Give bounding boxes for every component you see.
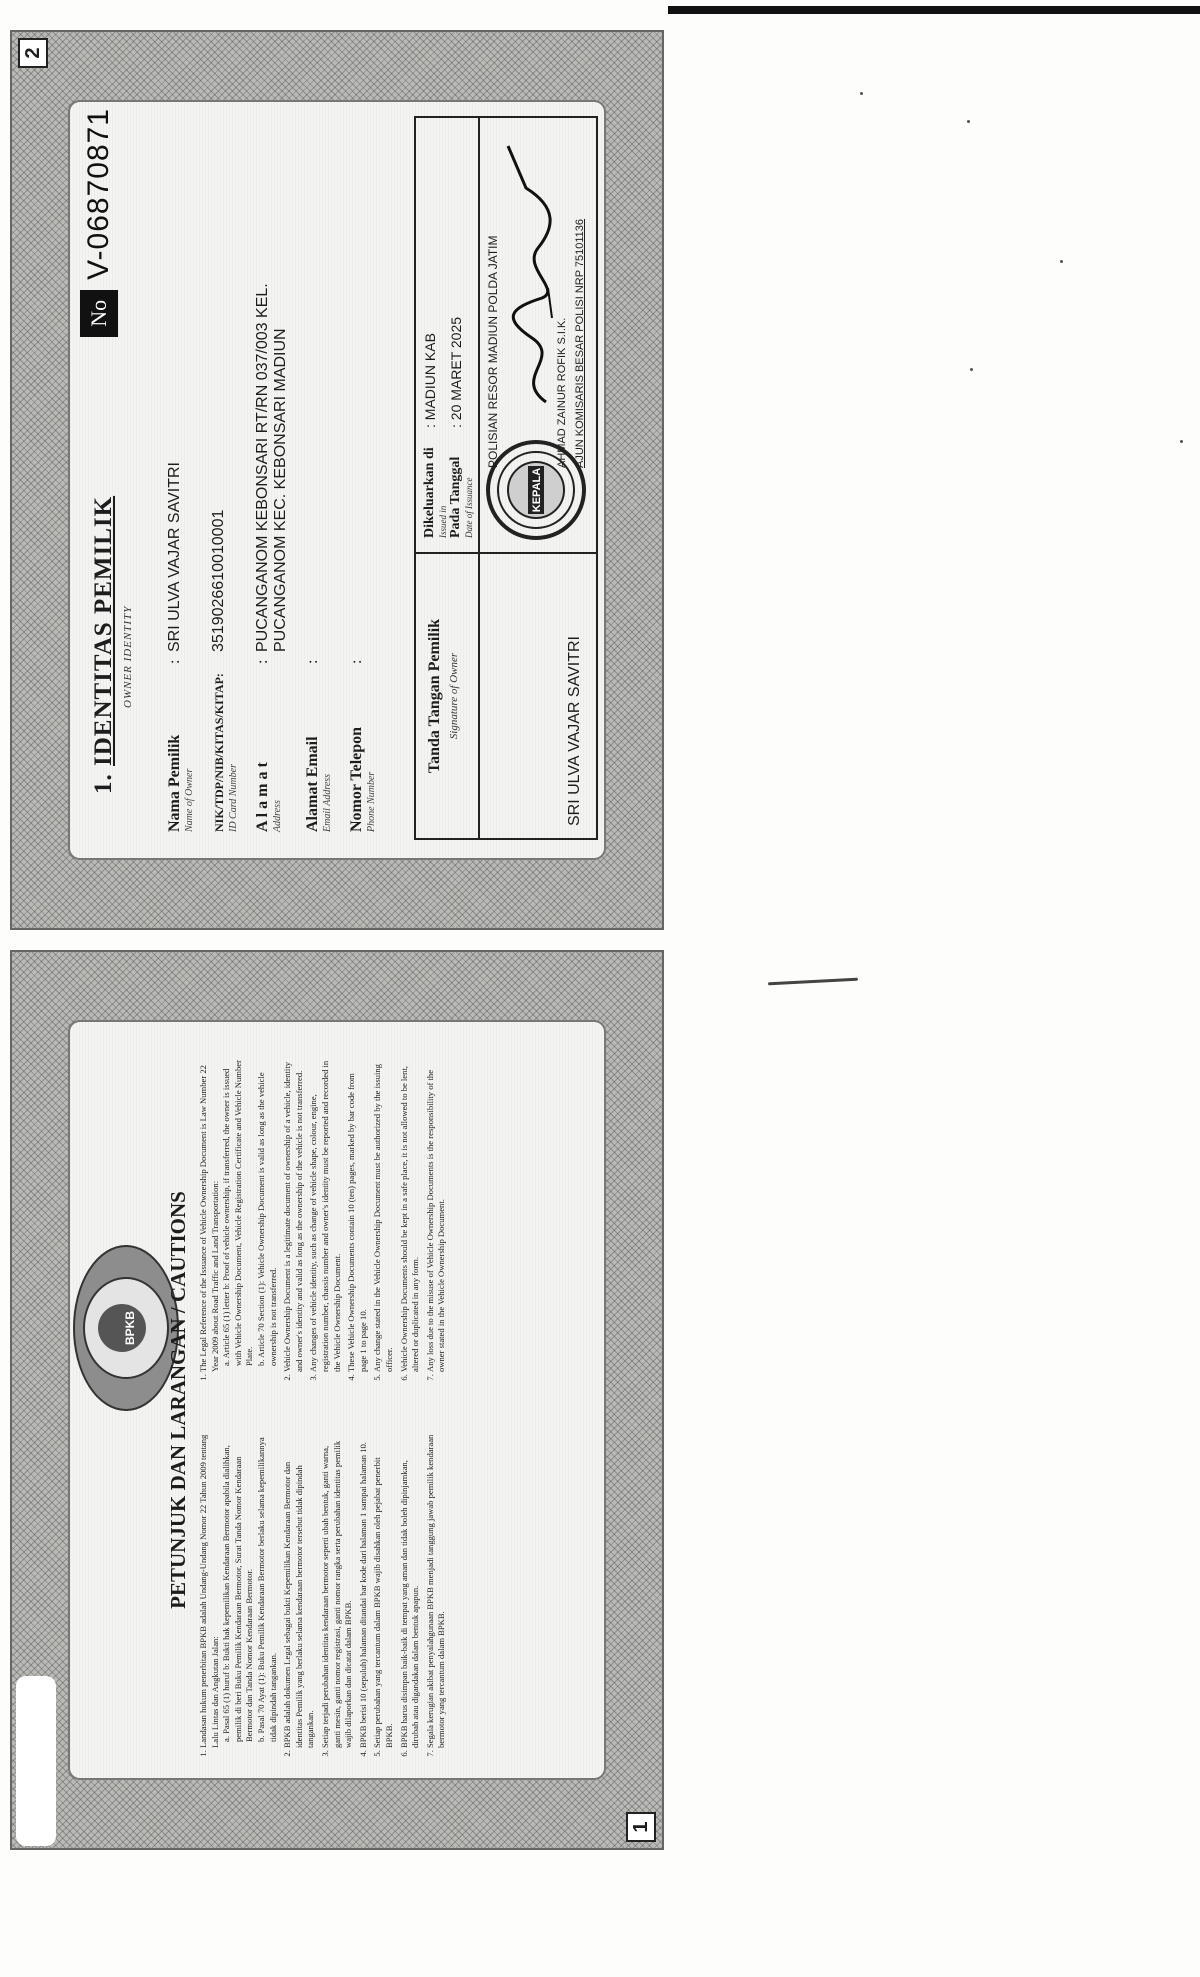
issue-date-value: : 20 MARET 2025	[448, 316, 464, 428]
field-label-en: ID Card Number	[228, 764, 239, 832]
issue-date	[448, 316, 474, 538]
field-colon: :	[254, 659, 271, 664]
signature-table	[414, 116, 598, 840]
field-value: SRI ULVA VAJAR SAVITRI	[166, 462, 183, 652]
list-item: 4. BPKB berisi 10 (sepuluh) halaman ditandai bar kode dari halaman 1 sampai halaman 10.	[358, 1432, 370, 1748]
field-phone	[348, 659, 377, 832]
list-item: 6. BPKB harus disimpan baik-baik di tempat yang aman dan tidak boleh dipinjamkan, dirubah atau digandakan dalam bentuk apapun.	[399, 1432, 422, 1748]
signature-label: Tanda Tangan Pemilik	[426, 618, 443, 774]
scan-smudge	[768, 978, 858, 986]
cautions-english	[198, 1056, 451, 1386]
page-title: PETUNJUK DAN LARANGAN / CAUTIONS	[166, 1191, 190, 1609]
list-item: 2. Vehicle Ownership Document is a legitimate document of ownership of a vehicle, identity and owner's identity and valid as long as the ownership of the vehicle is not transferred.	[282, 1056, 305, 1372]
issue-date-label: Pada Tanggal	[448, 456, 463, 538]
list-item: 1. Landasan hukum penerbitan BPKB adalah Undang-Undang Nomor 22 Tahun 2009 tentang Lalu Lintas dan Angkutan Jalan: a. Pasal 65 (1) huruf b: Bukti hak kepemilikan Kendaraan Bermotor apabila dialihkan, pemilik di beri Buku Pemilik Kendaraan Bermotor, Surat Tanda Nomor Kendaraan Bermotor dan Tanda Nomor Kendaraan Bermotor. b. Pasal 70 Ayat (1): Buku Pemilik Kendaraan Bermotor berlaku selama kepemilikannya tidak dipindah tangankan.	[198, 1432, 279, 1748]
list-item: 7. Segala kerugian akibat penyalahgunaan BPKB menjadi tanggung jawab pemilik kendaraan bermotor yang tercantum dalam BPKB.	[425, 1432, 448, 1748]
issued-at-label: Dikeluarkan di	[422, 447, 437, 538]
issue-date-label-en: Date of Issuance	[464, 477, 474, 538]
owner-signature-name: SRI ULVA VAJAR SAVITRI	[566, 636, 583, 826]
field-address	[254, 283, 289, 832]
list-subitem: a. Pasal 65 (1) huruf b: Bukti hak kepemilikan Kendaraan Bermotor apabila dialihkan, pemilik di beri Buku Pemilik Kendaraan Bermotor, Surat Tanda Nomor Kendaraan Bermotor dan Tanda Nomor Kendaraan Bermotor.	[221, 1445, 255, 1742]
table-divider	[478, 118, 480, 838]
field-label: Nomor Telepon	[348, 726, 365, 832]
scan-speck	[967, 120, 970, 123]
field-label: A l a m a t	[254, 762, 271, 832]
field-label-en: Name of Owner	[184, 768, 195, 832]
scan-speck	[1180, 440, 1183, 443]
field-label-en: Email Address	[322, 773, 333, 832]
list-item: 7. Any loss due to the misuse of Vehicle Ownership Documents is the responsibility of the owner stated in the Vehicle Ownership Document.	[425, 1056, 448, 1372]
list-item: 4. These Vehicle Ownership Documents contain 10 (ten) pages, marked by bar code from page 1 to page 10.	[346, 1056, 369, 1372]
document-page-2	[10, 30, 664, 930]
redaction-box	[16, 1676, 56, 1846]
cautions-indonesian	[198, 1432, 451, 1762]
field-value-line2: PUCANGANOM KEC. KEBONSARI MADIUN	[272, 328, 289, 652]
list-item: 6. Vehicle Ownership Documents should be kept in a safe place, it is not allowed to be lent, altered or duplicated in any form.	[399, 1056, 422, 1372]
field-colon: :	[304, 659, 321, 664]
field-label-en: Phone Number	[366, 771, 377, 832]
issuing-authority: POLISIAN RESOR MADIUN POLDA JATIM	[486, 235, 500, 468]
title-number: 1.	[90, 773, 117, 794]
list-item: 1. The Legal Reference of the Issuance of Vehicle Ownership Document is Law Number 22 Year 2009 about Road Traffic and Land Transportation: a. Article 65 (1) letter b: Proof of vehicle ownership, if transferred, the owner is issued with Vehicle Ownership Document, Vehicle Registration Certificate and Vehicle Number Plate. b. Article 70 Section (1): Vehicle Ownership Document is valid as long as the vehicle ownership is not transferred.	[198, 1056, 279, 1372]
scan-speck	[860, 92, 863, 95]
field-label: NIK/TDP/NIB/KITAS/KITAP:	[212, 673, 226, 832]
field-id-number	[210, 509, 239, 832]
list-item: 3. Setiap terjadi perubahan identitas kendaraan bermotor seperti ubah bentuk, ganti warna, ganti mesin, ganti nomor registrasi, ganti nomor rangka serta perubahan identitas pemilik wajib dilaporkan dan dicatat dalam BPKB.	[320, 1432, 355, 1748]
page-subtitle: OWNER IDENTITY	[122, 605, 134, 708]
signature-label-en: Signature of Owner	[448, 652, 460, 740]
field-colon: :	[348, 659, 365, 664]
field-email	[304, 659, 333, 832]
serial-number	[80, 108, 118, 337]
serial-label: No	[80, 290, 118, 337]
list-item: 5. Setiap perubahan yang tercantum dalam BPKB wajib disahkan oleh pejabat penerbit BPKB.	[372, 1432, 395, 1748]
list-subitem: a. Article 65 (1) letter b: Proof of vehicle ownership, if transferred, the owner is issued with Vehicle Ownership Document, Vehicle Registration Certificate and Vehicle Number Plate.	[221, 1060, 255, 1366]
page-number: 2	[18, 38, 48, 68]
scan-top-edge	[668, 6, 1200, 14]
field-label: Nama Pemilik	[166, 734, 183, 832]
list-item: 3. Any changes of vehicle identity, such as change of vehicle shape, colour, engine, registration number, chassis number and owner's identity must be reported and recorded in the Vehicle Ownership Document.	[308, 1056, 343, 1372]
scan-speck	[1060, 260, 1063, 263]
issued-at	[422, 333, 448, 538]
issued-at-label-en: Issued in	[438, 505, 448, 538]
field-owner-name	[166, 462, 195, 832]
title-text: IDENTITAS PEMILIK	[90, 495, 117, 766]
list-subitem: b. Pasal 70 Ayat (1): Buku Pemilik Kendaraan Bermotor berlaku selama kepemilikannya tidak dipindah tangankan.	[255, 1437, 278, 1742]
page-content-area	[70, 102, 604, 858]
officer-name: AHMAD ZAINUR ROFIK S.I.K.	[556, 317, 568, 468]
list-item: 5. Any change stated in the Vehicle Ownership Document must be authorized by the issuing officer.	[372, 1056, 395, 1372]
page-number: 1	[626, 1812, 656, 1842]
stamp-label: KEPALA	[531, 467, 543, 513]
field-label-en: Address	[272, 800, 283, 832]
officer-rank: AJUN KOMISARIS BESAR POLISI NRP 75101136	[574, 218, 586, 468]
list-item: 2. BPKB adalah dokumen Legal sebagai bukti Kepemilikan Kendaraan Bermotor dan identitas Pemilik yang berlaku selama kendaraan bermotor tersebut tidak dipindah tangankan.	[282, 1432, 317, 1748]
field-label: Alamat Email	[304, 736, 321, 832]
owner-signature-cell	[416, 552, 596, 838]
list-subitem: b. Article 70 Section (1): Vehicle Ownership Document is valid as long as the vehicle ownership is not transferred.	[255, 1072, 278, 1366]
issued-at-value: : MADIUN KAB	[422, 333, 438, 428]
document-page-1	[10, 950, 664, 1850]
scan-speck	[970, 368, 973, 371]
field-value: PUCANGANOM KEBONSARI RT/RN 037/003 KEL.	[254, 283, 271, 652]
field-value: 3519026610010001	[210, 509, 227, 652]
page-content-area	[70, 1022, 604, 1778]
page-title	[90, 496, 118, 794]
serial-value: V-06870871	[82, 108, 115, 280]
field-colon: :	[166, 659, 183, 664]
crest-label: BPKB	[123, 1310, 137, 1346]
